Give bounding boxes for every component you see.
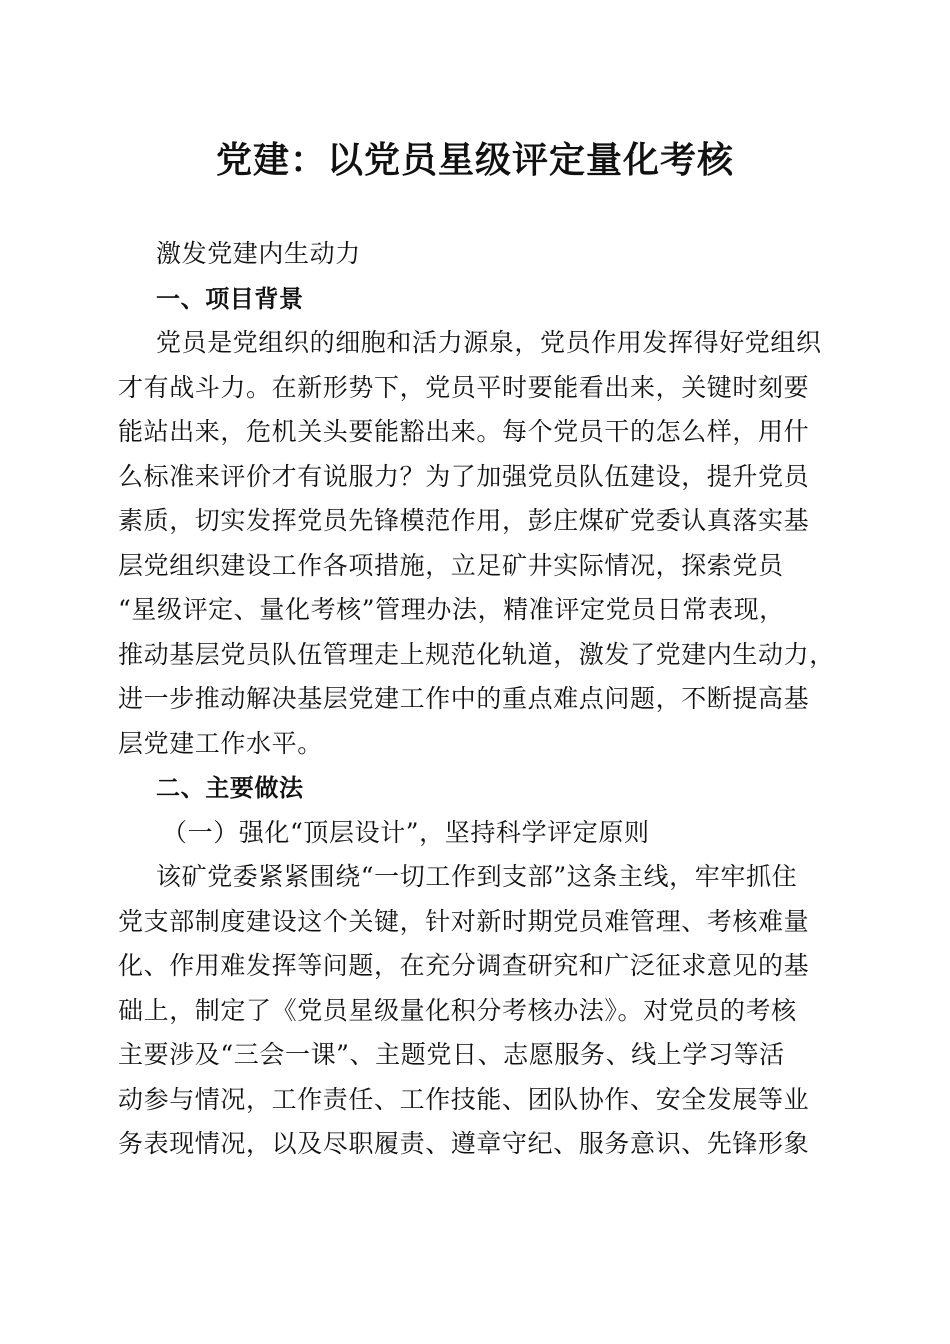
- paragraph-line: 该矿党委紧紧围绕“一切工作到支部”这条主线，牢牢抓住: [156, 862, 798, 891]
- paragraph-line: 础上，制定了《党员星级量化积分考核办法》。对党员的考核: [118, 995, 797, 1025]
- paragraph-line: 化、作用难发挥等问题，在充分调查研究和广泛征求意见的基: [118, 951, 810, 980]
- document-title: 党建：以党员星级评定量化考核: [215, 140, 734, 181]
- paragraph-methods: [118, 855, 830, 1167]
- paragraph-line: 层党建工作水平。: [118, 728, 323, 758]
- paragraph-line: 主要涉及“三会一课”、主题党日、志愿服务、线上学习等活: [118, 1040, 785, 1069]
- paragraph-line: 党支部制度建设这个关键，针对新时期党员难管理、考核难量: [118, 906, 810, 936]
- paragraph-line: 层党组织建设工作各项措施，立足矿井实际情况，探索党员: [118, 550, 784, 580]
- paragraph-line: 动参与情况，工作责任、工作技能、团队协作、安全发展等业: [118, 1084, 810, 1114]
- document-subtitle: 激发党建内生动力: [156, 239, 361, 268]
- paragraph-line: 么标准来评价才有说服力？为了加强党员队伍建设，提升党员: [118, 461, 810, 491]
- paragraph-background: [118, 321, 835, 766]
- section-heading-main-methods: 二、主要做法: [156, 774, 304, 802]
- paragraph-line: 才有战斗力。在新形势下，党员平时要能看出来，关键时刻要: [118, 372, 810, 402]
- paragraph-line: 推动基层党员队伍管理走上规范化轨道，激发了党建内生动力，: [118, 639, 835, 669]
- document-body: [118, 232, 835, 1167]
- paragraph-line: 素质，切实发挥党员先锋模范作用，彭庄煤矿党委认真落实基: [118, 506, 810, 535]
- paragraph-line: 进一步推动解决基层党建工作中的重点难点问题，不断提高基: [118, 684, 810, 713]
- paragraph-line: 党员是党组织的细胞和活力源泉，党员作用发挥得好党组织: [156, 328, 822, 357]
- subsection-heading: （一）强化“顶层设计”，坚持科学评定原则: [162, 817, 650, 847]
- paragraph-line: 务表现情况，以及尽职履责、遵章守纪、服务意识、先锋形象: [118, 1129, 810, 1158]
- paragraph-line: 能站出来，危机关头要能豁出来。每个党员干的怎么样，用什: [118, 417, 810, 446]
- section-heading-background: 一、项目背景: [156, 284, 304, 313]
- paragraph-line: “星级评定、量化考核”管理办法，精准评定党员日常表现，: [118, 595, 785, 624]
